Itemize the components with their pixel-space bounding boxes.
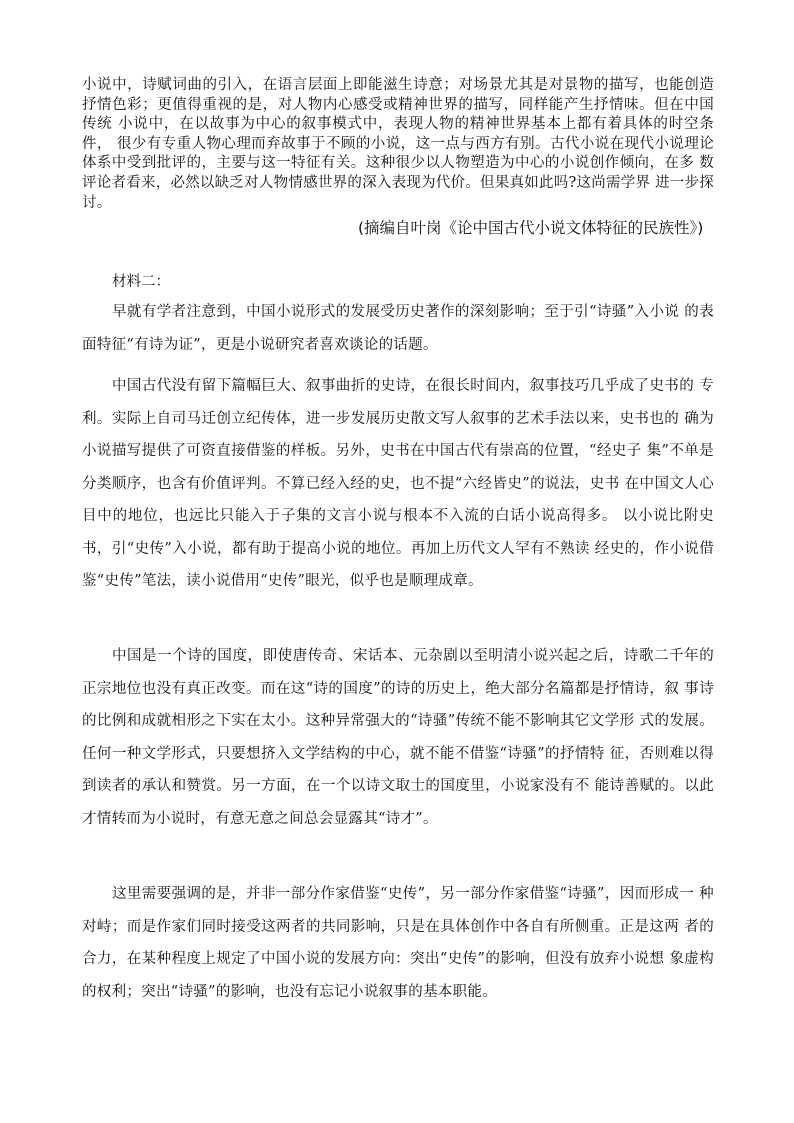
paragraph-poetry-influence: 中国是一个诗的国度，即使唐传奇、宋话本、元杂剧以至明清小说兴起之后，诗歌二千年的 正宗地位也没有真正改变。而在这“诗的国度”的诗的历史上，绝大部分名篇都是抒情诗，叙 事诗的比例和成就相形之下实在太小。这种异常强大的“诗骚”传统不能不影响其它文学形 式的发展。任何一种文学形式，只要想挤入文学结构的中心，就不能不借鉴“诗骚”的抒情特 征，否则难以得到读者的承认和赞赏。另一方面，在一个以诗文取士的国度里，小说家没有不 能诗善赋的。以此才情转而为小说时，有意无意之间总会显露其“诗才”。 — [82, 648, 714, 827]
paragraph-material-one-end: 小说中，诗赋词曲的引入，在语言层面上即能滋生诗意；对场景尤其是对景物的描写，也能创造抒情色彩；更值得重视的是，对人物内心感受或精神世界的描写，同样能产生抒情味。但在中国传统 小说中，在以故事为中心的叙事模式中，表现人物的精神世界基本上都有着具体的时空条件， 很少有专重人物心理而弃故事于不顾的小说，这一点与西方有别。古代小说在现代小说理论 体系中受到批评的，主要与这一特征有关。这种很少以人物塑造为中心的小说创作倾向，在多 数评论者看来，必然以缺乏对人物情感世界的深入表现为代价。但果真如此吗?这尚需学界 进一步探讨。 — [82, 77, 714, 211]
paragraph-intro: 早就有学者注意到，中国小说形式的发展受历史著作的深刻影响；至于引“诗骚”入小说 的表面特征“有诗为证”，更是小说研究者喜欢谈论的话题。 — [82, 304, 714, 353]
paragraph-history-influence: 中国古代没有留下篇幅巨大、叙事曲折的史诗，在很长时间内，叙事技巧几乎成了史书的 专利。实际上自司马迁创立纪传体，进一步发展历史散文写人叙事的艺术手法以来，史书也的 确为小说描写提供了可资直接借鉴的样板。另外，史书在中国古代有崇高的位置，“经史子 集”不单是分类顺序，也含有价值评判。不算已经入经的史，也不提“六经皆史”的说法，史书 在中国文人心目中的地位，也远比只能入于子集的文言小说与根本不入流的白话小说高得多。 以小说比附史书，引“史传”入小说，都有助于提高小说的地位。再加上历代文人罕有不熟读 经史的，作小说借鉴“史传”笔法，读小说借用“史传”眼光，似乎也是顺理成章。 — [82, 378, 714, 589]
section-label-material-two: 材料二： — [112, 274, 170, 290]
source-citation: (摘编自叶岗《论中国古代小说文体特征的民族性》) — [358, 219, 704, 237]
paragraph-conclusion: 这里需要强调的是，并非一部分作家借鉴“史传”，另一部分作家借鉴“诗骚”，因而形成一 种对峙；而是作家们同时接受这两者的共同影响，只是在具体创作中各自有所侧重。正是这两 者的合力，在某种程度上规定了中国小说的发展方向：突出“史传”的影响，但没有放弃小说想 象虚构的权利；突出“诗骚”的影响，也没有忘记小说叙事的基本职能。 — [82, 886, 714, 1000]
